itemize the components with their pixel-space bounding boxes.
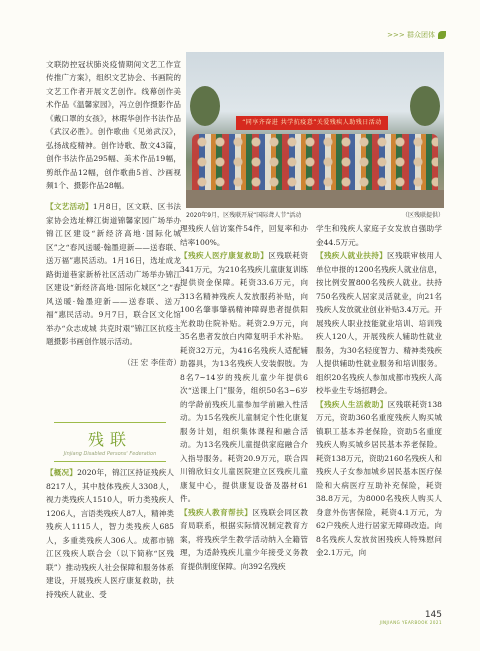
crowd-shape: [192, 134, 438, 192]
tree-shape: [410, 86, 440, 126]
employment-text: 区残联审核用人单位申报的1200名残疾人就业信息，按比例安置800名残疾人就业。扶持750名残疾人居家灵活就业，向21名残疾人发放就业创业补贴3.4万元。开展残疾人职业技能就业培训、培训残疾人120人，开展残疾人辅助性就业服务，为30名轻度智力、精神类残疾人提供辅助性就业服务和培训服务。组织20名残疾人参加成都市残疾人高校毕业生专场招聘会。: [316, 251, 443, 395]
photo-banner: “同享齐奋进 共学抗疫意”关爱残疾人助残日活动: [236, 116, 388, 130]
paragraph-intro-middle: 理残疾人信访案件54件，回复率和办结率100%。: [180, 224, 308, 247]
medical-text: 区残联耗资341万元，为210名残疾儿童康复训练提供资金保障。耗资33.6万元，向313名精神残疾人发放服药补贴，向100名肇事肇祸精神障碍患者提供阳光救助住院补贴。耗资2.9万元，向35名患者发放白内障复明手术补贴。耗资32万元，为416名残疾人适配辅助器具，为13名残疾人安装假肢。为8名7~14岁的残疾儿童少年提供6次“送课上门”服务，组织50名3~6岁的学龄前残疾儿童参加学前融入性活动。为15名残疾儿童制定个性化康复服务计划，组织集体课程和融合活动。为13名残疾儿童提供家庭融合介入指导服务。耗资20.9万元，联合四川锦欣妇女儿童医院建立区残疾儿童康复中心，提供康复设备及器材61件。: [180, 251, 308, 503]
caption-text: 2020年9月，区残联开展“国际聋人节”活动: [186, 212, 302, 219]
heading-medical: 【残疾人医疗康复救助】: [180, 251, 269, 260]
journal-name: JINJIANG YEARBOOK 2021: [379, 620, 442, 625]
paragraph-continued: 文联防控冠状肺炎疫情期间文艺工作宣传推广方案》，组织文艺协会、书画院的文艺工作者开展文艺创作。线幕创作美术作品《温馨家园》，冯立创作摄影作品《戴口罩的女孩》，林瑕华创作书法作品《武汉必胜》。创作歌曲《见弟武汉》，弘扬战疫精神。创作诗歌、散文43篇，创作书法作品295幅、美术作品19幅，剪纸作品12幅，创作歌曲5首、沙画视频1个、摄影作品28幅。: [46, 59, 181, 191]
section-title-block: [46, 422, 174, 462]
column-right: [316, 222, 442, 560]
column-left-bottom: [46, 466, 174, 601]
heading-employment: 【残疾人就业扶持】: [316, 251, 388, 260]
heading-life: 【残疾人生活救助】: [316, 399, 388, 409]
heading-activities: 【文艺活动】: [46, 202, 93, 212]
paragraph-employment: [316, 249, 442, 398]
heading-overview: 【概况】: [46, 468, 78, 477]
divider: [54, 422, 166, 423]
leaf-icon: [438, 31, 446, 39]
divider: [54, 461, 166, 462]
activities-text: 1月8日，区文联、区书法家协会选址柳江街道锦馨家园广场举办锦江区建设“新经济高地·国际化城区”之“春风送暖·翰墨迎新——送春联、送万福”惠民活动。1月16日，选址成龙路街道巷家新桥社区活动广场举办锦江区建设“新经济高地·国际化城区”之“春风送暖·翰墨迎新——送春联、送万福”惠民活动。9月7日，联合区文化馆举办“众志成城 共克时艰”锦江区抗疫主题摄影书画创作展示活动。: [46, 202, 181, 347]
education-text: 区残联会同区教育局联系，根据实际情况制定教育方案，将残疾学生教学活动纳入全籍管理，为适龄残疾儿童少年接受义务教育提供制度保障。向392名残疾: [180, 507, 309, 571]
event-photo: [186, 52, 444, 208]
page-footer: [380, 610, 442, 625]
life-text: 区残联耗资138万元，资助360名重度残疾人购买城镇职工基本养老保险，资助5名重度残疾人购买城乡居民基本养老保险。耗资138万元，资助2160名残疾人和残疾人子女参加城乡居民基本医疗保险和大病医疗互助补充保险，耗资38.8万元，为8000名残疾人购买人身意外伤害保险，耗资4.1万元，为62户残疾人进行居家无障碍改造。向8名残疾人发放贫困残疾人特殊慰问金2.1万元，向: [316, 399, 443, 557]
section-header: [387, 30, 446, 40]
paragraph-medical: [180, 249, 308, 506]
section-title: 残联: [87, 430, 132, 449]
section-header-label: >>> 群众团体: [387, 31, 435, 39]
photo-caption: [186, 210, 444, 219]
column-left-top: [46, 50, 181, 377]
author-signature: （汪 宏 李佳奇）: [123, 358, 181, 368]
heading-education: 【残疾人教育帮扶】: [180, 507, 253, 517]
caption-credit: （区残联提供）: [401, 212, 444, 219]
column-middle: [180, 222, 308, 573]
paragraph-overview: [46, 466, 174, 601]
paragraph-life: [316, 398, 442, 560]
section-subtitle: Jinjiang Disabled Persons' Federation: [63, 451, 157, 457]
paragraph-activities: [46, 200, 181, 349]
ground-shape: [186, 190, 444, 208]
paragraph-education: [180, 506, 308, 574]
overview-text: 2020年，锦江区持证残疾人8217人，其中肢体残疾人3308人，视力类残疾人1510人，听力类残疾人1206人，言语类残疾人87人，精神类残疾人1115人，智力类残疾人685人，多重类残疾人306人。成都市锦江区残疾人联合会（以下简称“区残联”）推动残疾人社会保障和服务体系建设，开展残疾人医疗康复救助，扶持残疾人就业、受: [46, 468, 175, 599]
paragraph-intro-right: 学生和残疾人家庭子女发放自强助学金44.5万元。: [316, 224, 442, 247]
page-number: 145: [424, 610, 442, 620]
tree-shape: [190, 86, 220, 126]
